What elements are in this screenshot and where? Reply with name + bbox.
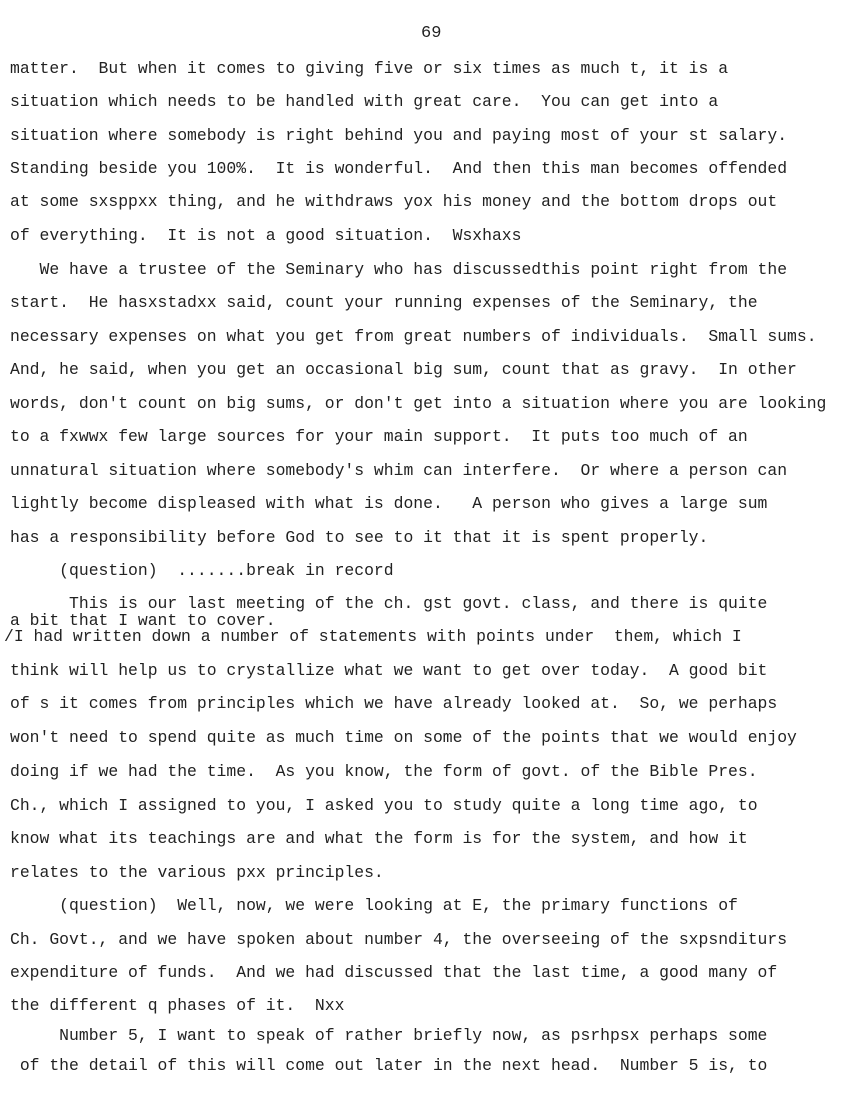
text-line: necessary expenses on what you get from great numbers of individuals. Small sums. <box>10 327 817 346</box>
text-line: the different q phases of it. Nxx <box>10 996 345 1015</box>
text-line: think will help us to crystallize what we want to get over today. A good bit <box>10 661 768 680</box>
text-line: of everything. It is not a good situation. Wsxhaxs <box>10 226 522 245</box>
text-line: of the detail of this will come out later in the next head. Number 5 is, to <box>10 1056 768 1075</box>
text-line: This is our last meeting of the ch. gst govt. class, and there is quite <box>10 594 768 613</box>
text-line: (question) Well, now, we were looking at E, the primary functions of <box>10 896 738 915</box>
text-line: And, he said, when you get an occasional big sum, count that as gravy. In other <box>10 360 797 379</box>
text-line: Standing beside you 100%. It is wonderful. And then this man becomes offended <box>10 159 788 178</box>
text-line: words, don't count on big sums, or don't get into a situation where you are looking <box>10 394 827 413</box>
text-line: has a responsibility before God to see to it that it is spent properly. <box>10 528 709 547</box>
text-line: a bit that I want to cover. <box>10 611 276 630</box>
text-line: of s it comes from principles which we have already looked at. So, we perhaps <box>10 694 778 713</box>
text-line: situation which needs to be handled with great care. You can get into a <box>10 92 719 111</box>
text-line: Ch., which I assigned to you, I asked you to study quite a long time ago, to <box>10 796 758 815</box>
text-line: Number 5, I want to speak of rather briefly now, as psrhpsx perhaps some <box>10 1026 768 1045</box>
text-line: start. He hasxstadxx said, count your running expenses of the Seminary, the <box>10 293 758 312</box>
page-number: 69 <box>421 24 442 43</box>
text-line: won't need to spend quite as much time on some of the points that we would enjoy <box>10 728 797 747</box>
text-line: Ch. Govt., and we have spoken about number 4, the overseeing of the sxpsnditurs <box>10 930 788 949</box>
text-line: know what its teachings are and what the form is for the system, and how it <box>10 829 748 848</box>
text-line: at some sxsppxx thing, and he withdraws yox his money and the bottom drops out <box>10 192 778 211</box>
text-line: /I had written down a number of statements with points under them, which I <box>4 627 742 646</box>
text-line: matter. But when it comes to giving five or six times as much t, it is a <box>10 59 729 78</box>
text-line: situation where somebody is right behind you and paying most of your st salary. <box>10 126 788 145</box>
text-line: relates to the various pxx principles. <box>10 863 384 882</box>
text-line: doing if we had the time. As you know, the form of govt. of the Bible Pres. <box>10 762 758 781</box>
text-line: expenditure of funds. And we had discussed that the last time, a good many of <box>10 963 778 982</box>
text-line: We have a trustee of the Seminary who has discussedthis point right from the <box>10 260 788 279</box>
text-line: lightly become displeased with what is done. A person who gives a large sum <box>10 494 768 513</box>
text-line: (question) .......break in record <box>10 561 394 580</box>
text-line: unnatural situation where somebody's whim can interfere. Or where a person can <box>10 461 788 480</box>
text-line: to a fxwwx few large sources for your main support. It puts too much of an <box>10 427 748 446</box>
